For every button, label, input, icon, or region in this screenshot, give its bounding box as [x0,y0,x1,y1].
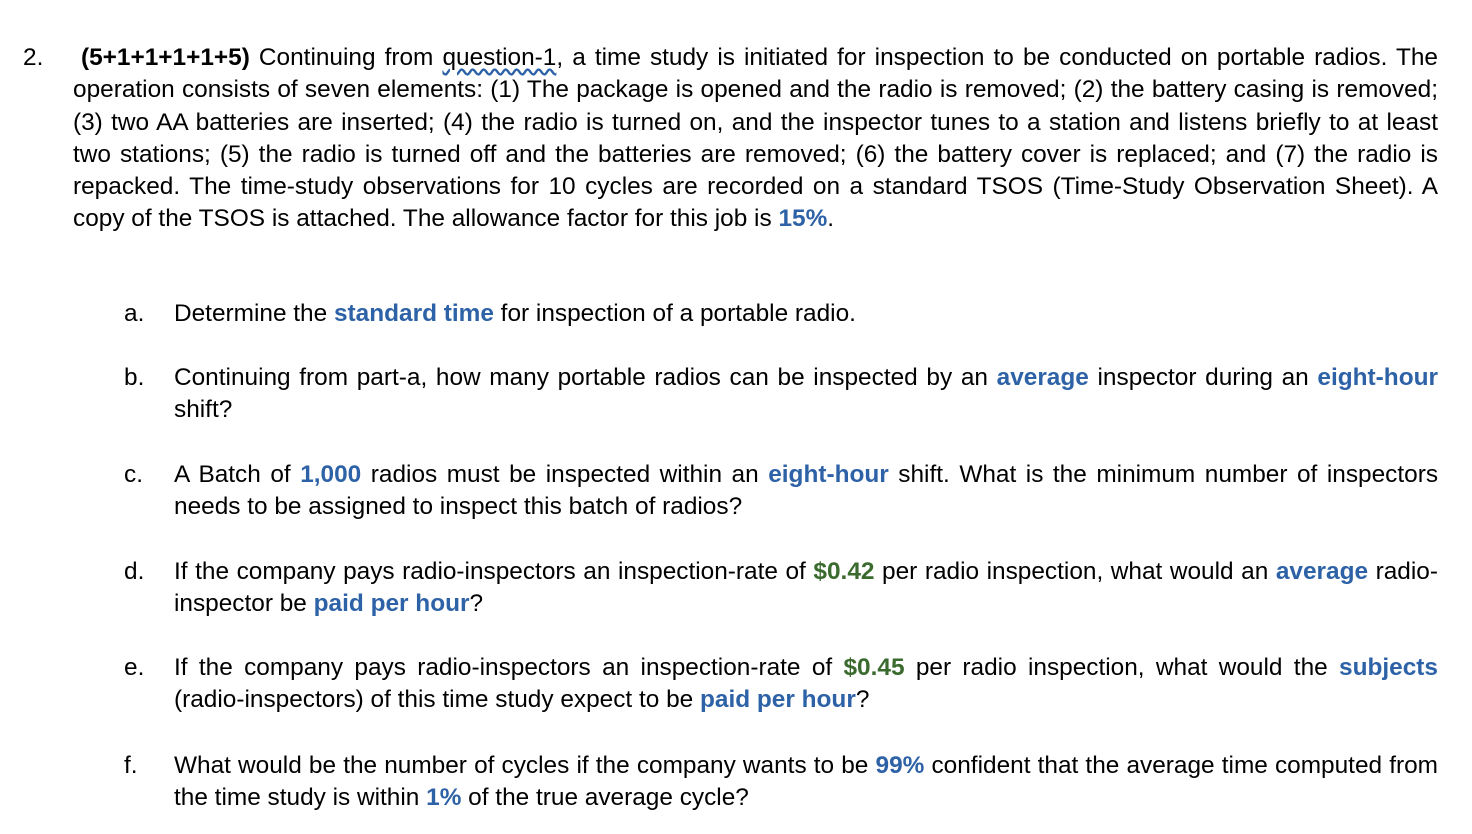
part-b-highlight-1: average [996,364,1089,391]
question-number: 2. [23,44,44,71]
part-a-text [174,298,1438,330]
question-1-link[interactable]: question-1 [442,44,557,71]
intro-text-end: . [827,205,835,233]
part-a-letter: a. [124,300,145,327]
intro-text-1: Continuing from [249,44,443,71]
part-a-text-2: for inspection of a portable radio. [493,300,856,327]
part-c-text [174,459,1438,524]
part-e-text-3: (radio-inspectors) of this time study expect to be [174,686,700,714]
part-d-text-2: per radio inspection, what would an [874,558,1276,585]
part-f-highlight-1: 99% [875,752,925,779]
part-c-text-1: A Batch of [174,461,301,488]
part-f-text-2: confident that the average time computed from the time study is within [174,752,1438,812]
part-b-letter: b. [124,364,145,391]
part-b-text [174,362,1438,427]
allowance-factor: 15% [778,205,828,233]
part-d-highlight-2: paid per hour [313,590,470,618]
part-f-text-1: What would be the number of cycles if the company wants to be [174,752,876,779]
part-f-text-3: of the true average cycle? [461,784,749,812]
part-c-highlight-1: 1,000 [300,461,362,488]
part-d-text [174,556,1438,621]
question-intro [73,42,1438,236]
part-e-text [174,652,1438,717]
part-e-text-2: per radio inspection, what would the [904,654,1340,681]
part-e-rate: $0.45 [843,654,905,681]
part-e-highlight-2: paid per hour [699,686,856,714]
part-f-letter: f. [124,752,138,779]
part-d-rate: $0.42 [813,558,875,585]
part-e-highlight-1: subjects [1339,654,1438,681]
part-e-text-4: ? [855,686,870,714]
part-d-text-4: ? [469,590,484,618]
part-d-text-1: If the company pays radio-inspectors an inspection-rate of [174,558,814,585]
part-d-letter: d. [124,558,145,585]
part-e-letter: e. [124,654,145,681]
part-c-text-3: shift. What is the minimum number of inspectors needs to be assigned to inspect this batch of radios? [174,461,1439,521]
part-b-text-1: Continuing from part-a, how many portable radios can be inspected by an [174,364,997,391]
part-f-text [174,750,1438,815]
part-d-text-3: radio-inspector be [174,558,1438,618]
part-d-highlight-1: average [1275,558,1369,585]
part-b-text-3: shift? [174,396,233,424]
part-b-highlight-2: eight-hour [1317,364,1438,391]
part-c-text-2: radios must be inspected within an [361,461,769,488]
part-f-highlight-2: 1% [426,784,462,812]
part-c-letter: c. [124,461,143,488]
part-c-highlight-2: eight-hour [768,461,889,488]
part-e-text-1: If the company pays radio-inspectors an inspection-rate of [174,654,844,681]
intro-text-2: , a time study is initiated for inspection to be conducted on portable radios. The operation consists of seven elements: (1) The package is opened and the radio is removed; (2) the battery casing is removed; (3) two AA batteries are inserted; (4) the radio is turned on, and the inspector tunes to a station and listens briefly to at least two stations; (5) the radio is turned off and the batteries are removed; (6) the battery cover is replaced; and (7) the radio is repacked. The time-study observations for 10 cycles are recorded on a standard TSOS (Time-Study Observation Sheet). A copy of the TSOS is attached. The allowance factor for this job is [73,44,1438,233]
question-points: (5+1+1+1+1+5) [81,44,250,71]
part-a-text-1: Determine the [174,300,334,327]
part-a-highlight-1: standard time [333,300,494,327]
part-b-text-2: inspector during an [1088,364,1318,391]
